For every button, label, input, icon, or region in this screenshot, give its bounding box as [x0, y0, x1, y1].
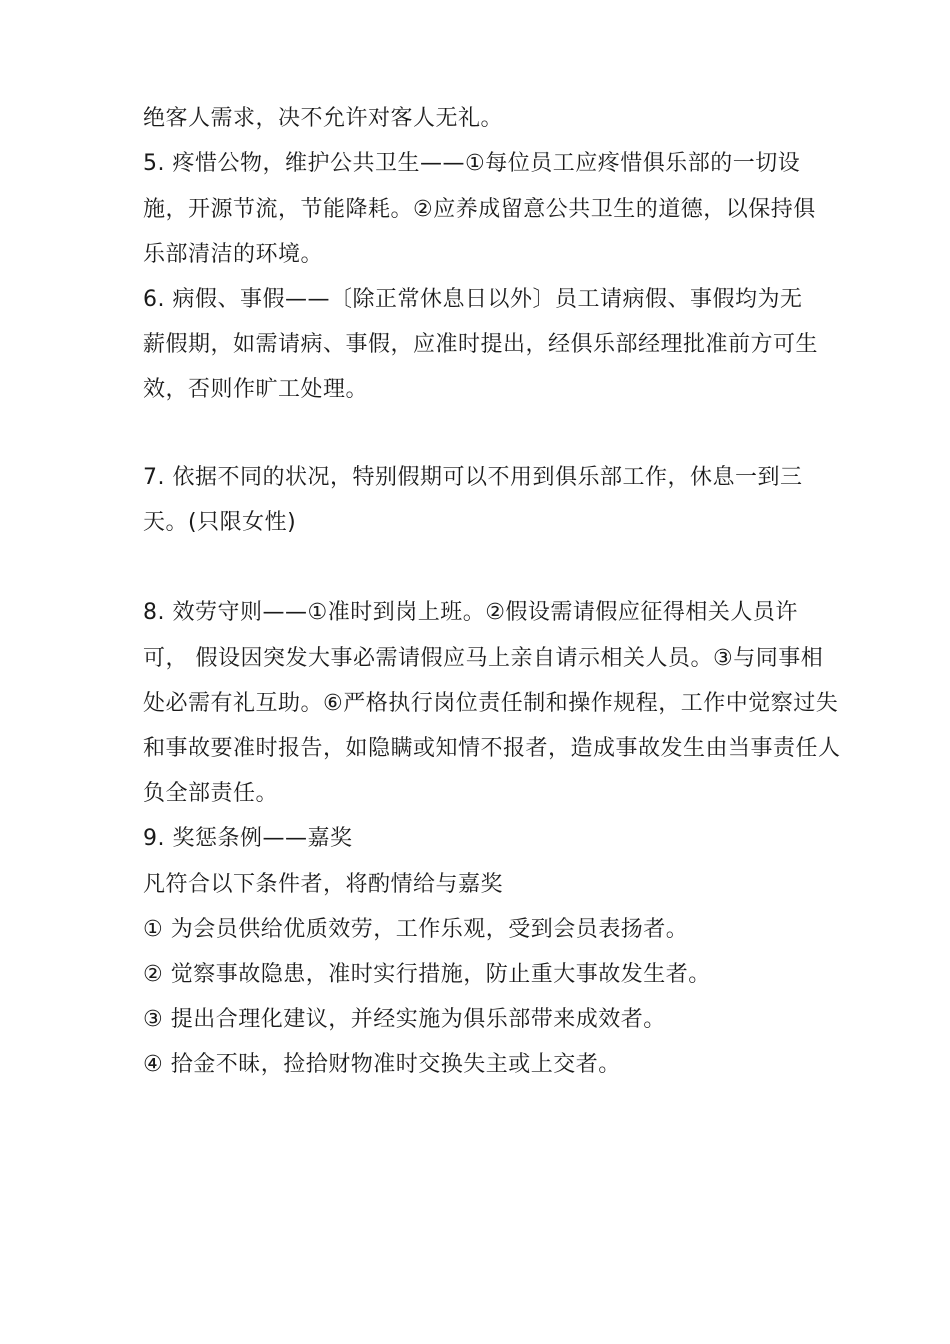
text-line: 绝客人需求，决不允许对客人无礼。: [143, 106, 504, 131]
text-line: 7. 依据不同的状况，特别假期可以不用到俱乐部工作，休息一到三: [143, 465, 803, 490]
text-line: 凡符合以下条件者，将酌情给与嘉奖: [143, 872, 504, 897]
text-line: 5. 疼惜公物，维护公共卫生——①每位员工应疼惜俱乐部的一切设: [143, 151, 801, 176]
list-item: ① 为会员供给优质效劳，工作乐观，受到会员表扬者。: [143, 917, 689, 942]
text-line: 乐部清洁的环境。: [143, 242, 324, 267]
text-line: 施，开源节流，节能降耗。②应养成留意公共卫生的道德，以保持俱: [143, 197, 816, 222]
text-line: 9. 奖惩条例——嘉奖: [143, 826, 353, 851]
text-line: 天。(只限女性): [143, 510, 297, 535]
text-line: 和事故要准时报告，如隐瞒或知情不报者，造成事故发生由当事责任人: [143, 736, 841, 761]
text-line: 可， 假设因突发大事必需请假应马上亲自请示相关人员。③与同事相: [143, 646, 824, 671]
text-line: 8. 效劳守则——①准时到岗上班。②假设需请假应征得相关人员许: [143, 600, 798, 625]
list-item: ③ 提出合理化建议，并经实施为俱乐部带来成效者。: [143, 1007, 666, 1032]
text-line: 处必需有礼互助。⑥严格执行岗位责任制和操作规程，工作中觉察过失: [143, 691, 839, 716]
text-line: 负全部责任。: [143, 781, 279, 806]
list-item: ② 觉察事故隐患，准时实行措施，防止重大事故发生者。: [143, 962, 711, 987]
list-item: ④ 拾金不昧，捡拾财物准时交换失主或上交者。: [143, 1052, 621, 1077]
text-line: 薪假期，如需请病、事假，应准时提出，经俱乐部经理批准前方可生: [143, 332, 819, 357]
text-line: 效，否则作旷工处理。: [143, 377, 369, 402]
text-line: 6. 病假、事假——〔除正常休息日以外〕员工请病假、事假均为无: [143, 287, 803, 312]
